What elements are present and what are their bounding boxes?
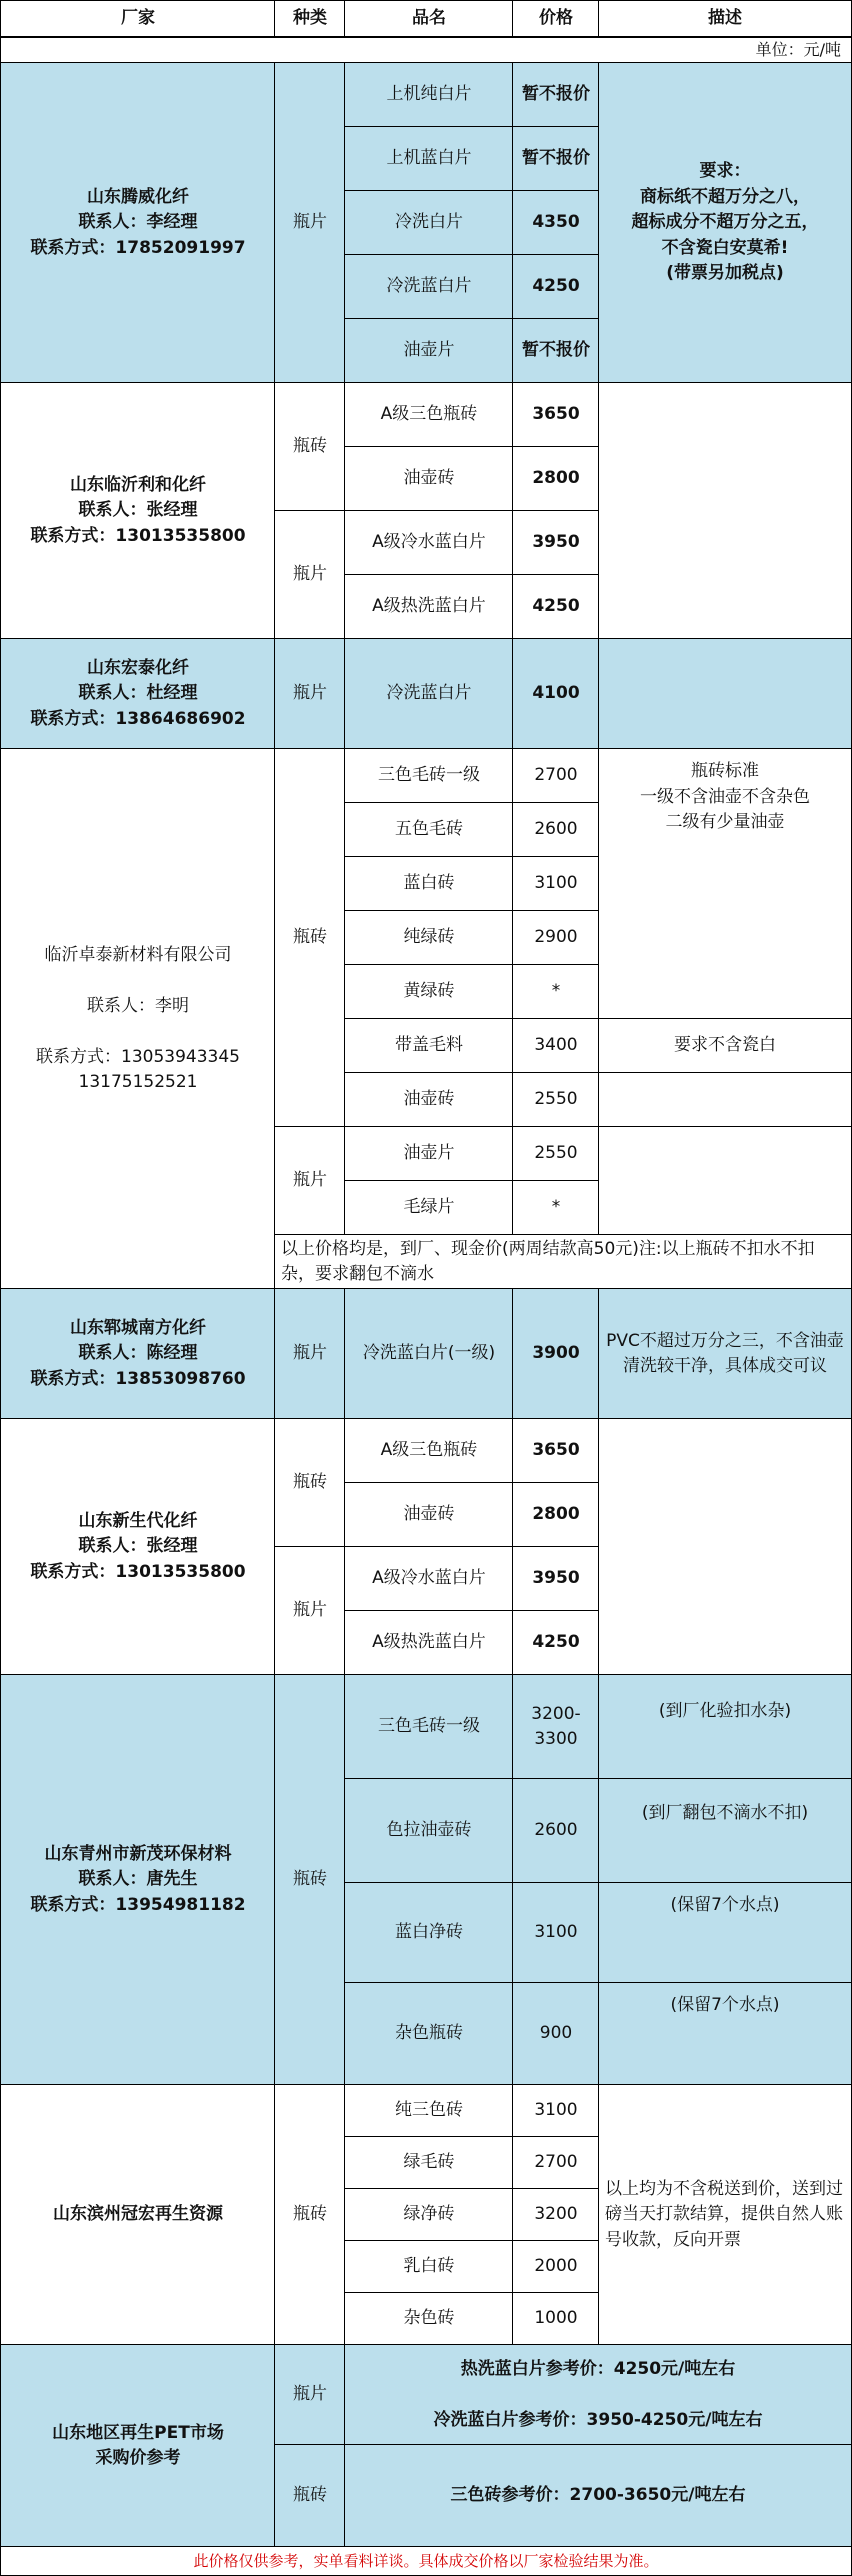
- price-value: 3100: [512, 856, 600, 912]
- price-value: 3100: [512, 2084, 600, 2138]
- product-name: 上机蓝白片: [344, 126, 514, 192]
- description: (保留7个水点): [598, 1882, 852, 1984]
- type-cell: 瓶片: [274, 1126, 346, 1236]
- price-value: *: [512, 1180, 600, 1236]
- price-value: 2800: [512, 446, 600, 512]
- type-cell: 瓶片: [274, 638, 346, 750]
- factory-qingzhou-xinmao: 山东青州市新茂环保材料 联系人：唐先生 联系方式：13954981182: [0, 1674, 276, 2086]
- product-name: 三色毛砖一级: [344, 748, 514, 804]
- product-name: 五色毛砖: [344, 802, 514, 858]
- description: [598, 1418, 852, 1676]
- price-value: 暂不报价: [512, 318, 600, 384]
- type-cell: 瓶片: [274, 62, 346, 384]
- price-value: 4250: [512, 254, 600, 320]
- header-product: 品名: [344, 0, 514, 38]
- product-name: A级热洗蓝白片: [344, 1610, 514, 1676]
- type-cell: 瓶砖: [274, 748, 346, 1128]
- price-value: *: [512, 964, 600, 1020]
- description: 以上均为不含税送到价，送到过磅当天打款结算，提供自然人账号收款，反向开票: [598, 2084, 852, 2346]
- product-name: 绿净砖: [344, 2188, 514, 2242]
- product-name: A级热洗蓝白片: [344, 574, 514, 640]
- price-value: 4100: [512, 638, 600, 750]
- reference-price-bricks: 三色砖参考价：2700-3650元/吨左右: [344, 2444, 852, 2548]
- price-value: 3950: [512, 510, 600, 576]
- product-name: 杂色瓶砖: [344, 1982, 514, 2086]
- factory-binzhou-guanhong: 山东滨州冠宏再生资源: [0, 2084, 276, 2346]
- product-name: 冷洗蓝白片: [344, 638, 514, 750]
- factory-hongtai: 山东宏泰化纤 联系人：杜经理 联系方式：13864686902: [0, 638, 276, 750]
- header-factory: 厂家: [0, 0, 276, 38]
- description: PVC不超过万分之三，不含油壶清洗较干净，具体成交可议: [598, 1288, 852, 1420]
- type-cell: 瓶砖: [274, 2444, 346, 2548]
- description: 瓶砖标准 一级不含油壶不含杂色 二级有少量油壶: [598, 748, 852, 1020]
- product-name: 冷洗白片: [344, 190, 514, 256]
- price-value: 暂不报价: [512, 126, 600, 192]
- price-value: 3650: [512, 1418, 600, 1484]
- price-value: 2600: [512, 1778, 600, 1884]
- product-name: 油壶片: [344, 318, 514, 384]
- product-name: 带盖毛料: [344, 1018, 514, 1074]
- price-value: 4250: [512, 574, 600, 640]
- factory-tengwei: 山东腾威化纤 联系人：李经理 联系方式：17852091997: [0, 62, 276, 384]
- description: (到厂化验扣水杂): [598, 1674, 852, 1780]
- description: [598, 382, 852, 640]
- product-name: 冷洗蓝白片(一级): [344, 1288, 514, 1420]
- price-value: 3400: [512, 1018, 600, 1074]
- price-value: 2550: [512, 1072, 600, 1128]
- product-name: 三色毛砖一级: [344, 1674, 514, 1780]
- factory-yuncheng-nanfang: 山东郓城南方化纤 联系人：陈经理 联系方式：13853098760: [0, 1288, 276, 1420]
- product-name: A级冷水蓝白片: [344, 1546, 514, 1612]
- product-name: 油壶片: [344, 1126, 514, 1182]
- price-note: 以上价格均是，到厂、现金价(两周结款高50元)注:以上瓶砖不扣水不扣杂，要求翻包不滴水: [274, 1234, 852, 1290]
- price-value: 2900: [512, 910, 600, 966]
- product-name: 油壶砖: [344, 1482, 514, 1548]
- header-type: 种类: [274, 0, 346, 38]
- price-value: 2550: [512, 1126, 600, 1182]
- type-cell: 瓶片: [274, 1546, 346, 1676]
- price-value: 2700: [512, 748, 600, 804]
- product-name: A级冷水蓝白片: [344, 510, 514, 576]
- product-name: 乳白砖: [344, 2240, 514, 2294]
- description: [598, 1072, 852, 1128]
- price-value: 1000: [512, 2292, 600, 2346]
- product-name: 黄绿砖: [344, 964, 514, 1020]
- price-value: 2000: [512, 2240, 600, 2294]
- price-value: 3100: [512, 1882, 600, 1984]
- product-name: 蓝白净砖: [344, 1882, 514, 1984]
- product-name: 毛绿片: [344, 1180, 514, 1236]
- product-name: 纯绿砖: [344, 910, 514, 966]
- product-name: 油壶砖: [344, 446, 514, 512]
- factory-shandong-market: 山东地区再生PET市场 采购价参考: [0, 2344, 276, 2548]
- price-value: 3900: [512, 1288, 600, 1420]
- header-description: 描述: [598, 0, 852, 38]
- description: [598, 638, 852, 750]
- factory-xinshengdai: 山东新生代化纤 联系人：张经理 联系方式：13013535800: [0, 1418, 276, 1676]
- product-name: 上机纯白片: [344, 62, 514, 128]
- product-name: 色拉油壶砖: [344, 1778, 514, 1884]
- type-cell: 瓶砖: [274, 2084, 346, 2346]
- product-name: 杂色砖: [344, 2292, 514, 2346]
- footer-disclaimer: 此价格仅供参考，实单看料详谈。具体成交价格以厂家检验结果为准。: [0, 2546, 852, 2576]
- header-price: 价格: [512, 0, 600, 38]
- price-value: 2600: [512, 802, 600, 858]
- reference-price-flakes: 热洗蓝白片参考价：4250元/吨左右 冷洗蓝白片参考价：3950-4250元/吨左右: [344, 2344, 852, 2446]
- description: 要求不含瓷白: [598, 1018, 852, 1074]
- description: (保留7个水点): [598, 1982, 852, 2086]
- type-cell: 瓶砖: [274, 382, 346, 512]
- price-value: 2700: [512, 2136, 600, 2190]
- type-cell: 瓶片: [274, 2344, 346, 2446]
- product-name: 绿毛砖: [344, 2136, 514, 2190]
- product-name: 冷洗蓝白片: [344, 254, 514, 320]
- product-name: A级三色瓶砖: [344, 382, 514, 448]
- product-name: 蓝白砖: [344, 856, 514, 912]
- factory-zhuotai: 临沂卓泰新材料有限公司 联系人：李明 联系方式：13053943345 13175152521: [0, 748, 276, 1290]
- type-cell: 瓶片: [274, 510, 346, 640]
- product-name: 油壶砖: [344, 1072, 514, 1128]
- price-value: 900: [512, 1982, 600, 2086]
- type-cell: 瓶砖: [274, 1418, 346, 1548]
- type-cell: 瓶砖: [274, 1674, 346, 2086]
- price-value: 2800: [512, 1482, 600, 1548]
- description: [598, 1126, 852, 1236]
- description: 要求： 商标纸不超万分之八， 超标成分不超万分之五， 不含瓷白安莫希! (带票另加税点): [598, 62, 852, 384]
- unit-label: 单位：元/吨: [0, 36, 852, 64]
- price-value: 3200- 3300: [512, 1674, 600, 1780]
- price-value: 3200: [512, 2188, 600, 2242]
- description: (到厂翻包不滴水不扣): [598, 1778, 852, 1884]
- price-value: 4350: [512, 190, 600, 256]
- factory-linyi-lihe: 山东临沂利和化纤 联系人：张经理 联系方式：13013535800: [0, 382, 276, 640]
- product-name: A级三色瓶砖: [344, 1418, 514, 1484]
- price-value: 4250: [512, 1610, 600, 1676]
- type-cell: 瓶片: [274, 1288, 346, 1420]
- price-value: 3950: [512, 1546, 600, 1612]
- price-value: 3650: [512, 382, 600, 448]
- product-name: 纯三色砖: [344, 2084, 514, 2138]
- price-value: 暂不报价: [512, 62, 600, 128]
